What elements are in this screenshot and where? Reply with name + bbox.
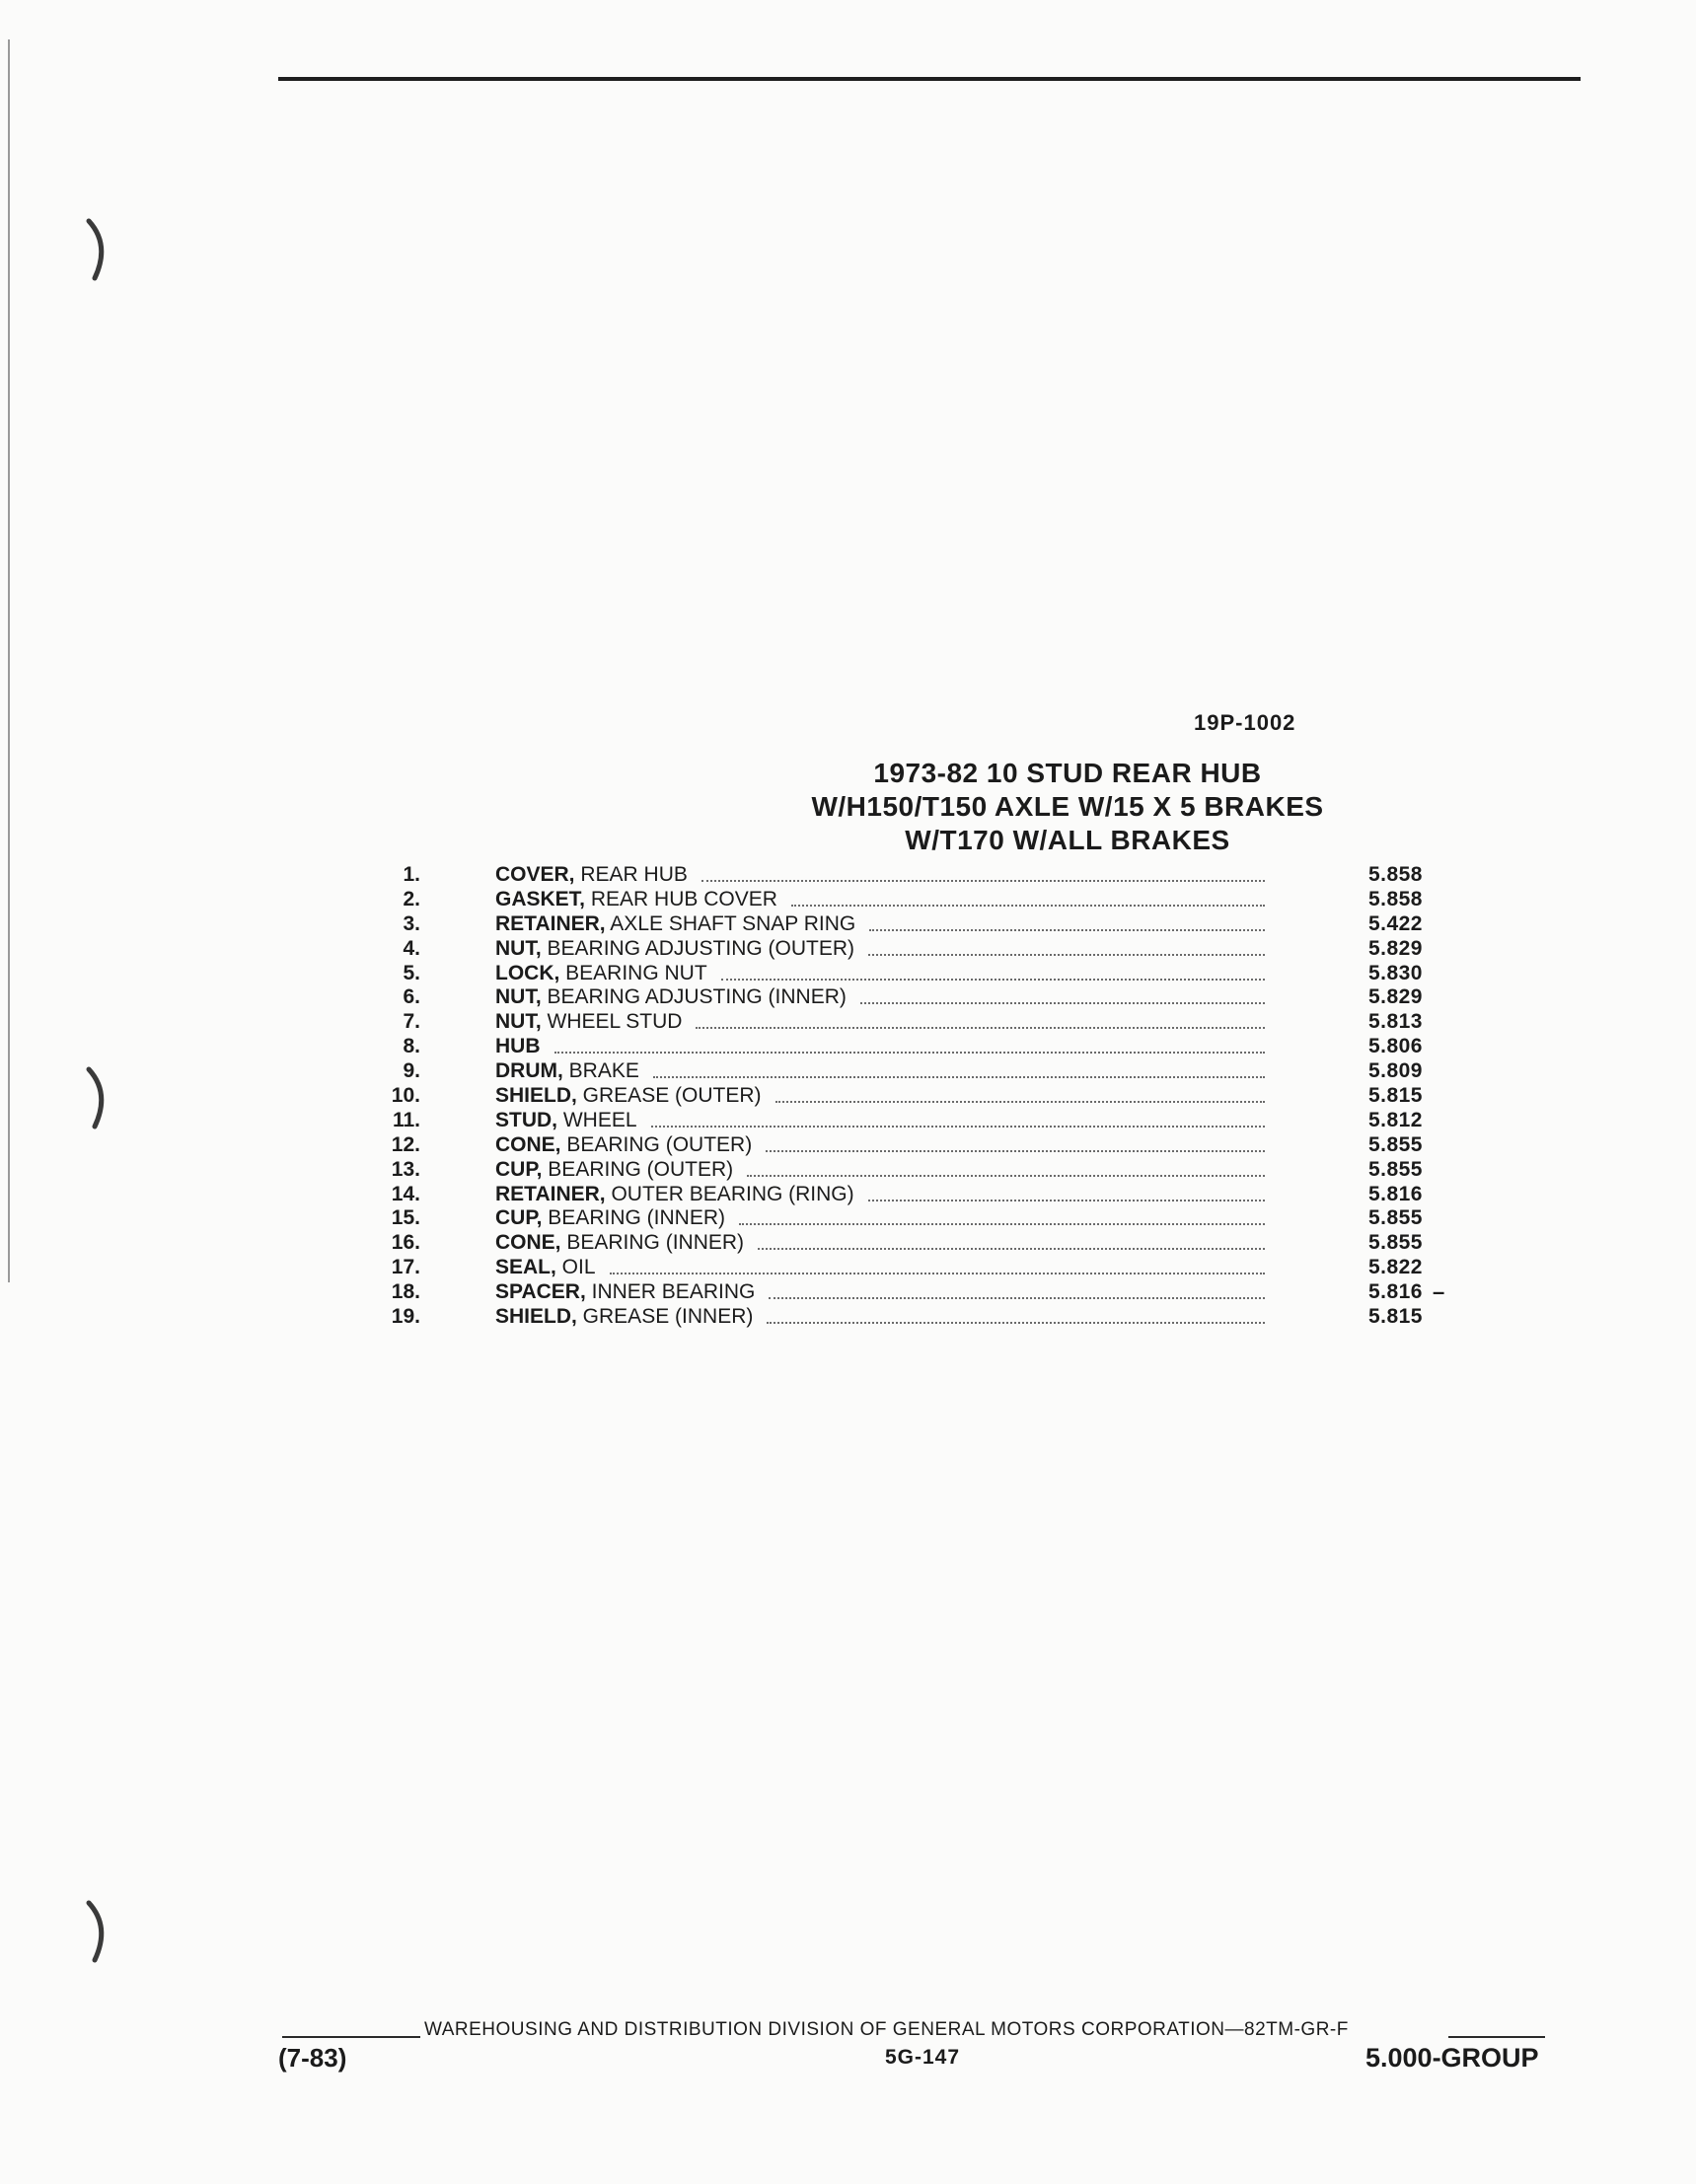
part-row [387, 1133, 1452, 1158]
revision-mark: – [1433, 1279, 1445, 1305]
footer-page-number: 5G-147 [884, 2046, 961, 2069]
part-description [495, 1256, 1659, 1280]
part-number: 3. [403, 911, 420, 935]
footer-division-line: WAREHOUSING AND DISTRIBUTION DIVISION OF GENERAL MOTORS CORPORATION—82TM-GR-F [424, 2019, 1349, 2040]
part-number: 10. [391, 1084, 420, 1108]
group-code: 5.813 [1367, 1010, 1423, 1034]
part-description [495, 985, 1659, 1010]
part-number: 15. [391, 1206, 420, 1230]
part-description [495, 912, 1659, 937]
part-row [387, 1035, 1452, 1059]
part-detail: BEARING (OUTER) [542, 1157, 734, 1181]
part-row [387, 1256, 1452, 1280]
footer-rule [1448, 2036, 1545, 2038]
part-row [387, 1305, 1452, 1330]
part-number: 12. [391, 1132, 420, 1156]
footer-rule [282, 2036, 420, 2038]
page-title [0, 757, 1696, 857]
part-name: DRUM, [495, 1059, 563, 1083]
part-row [387, 962, 1452, 986]
part-detail: WHEEL STUD [541, 1010, 683, 1034]
dot-leader [739, 1221, 1265, 1225]
dot-leader [775, 1099, 1265, 1103]
part-name: CONE, [495, 1231, 561, 1255]
punch-hole-mark [81, 1063, 120, 1132]
part-detail: INNER BEARING [585, 1280, 756, 1304]
part-detail: AXLE SHAFT SNAP RING [605, 911, 856, 935]
part-description [495, 1280, 1659, 1305]
part-number: 9. [403, 1059, 420, 1083]
part-detail: GREASE (INNER) [576, 1305, 754, 1329]
dot-leader [721, 977, 1265, 981]
part-number: 19. [391, 1305, 420, 1329]
group-code: 5.816 [1367, 1182, 1423, 1205]
group-code: 5.806 [1367, 1035, 1423, 1058]
footer-date: (7-83) [278, 2043, 347, 2073]
part-name: COVER, [495, 863, 575, 886]
part-detail: BEARING (OUTER) [560, 1132, 753, 1156]
group-code: 5.812 [1367, 1108, 1423, 1131]
part-number: 17. [391, 1256, 420, 1279]
dot-leader [860, 1000, 1265, 1004]
group-code: 5.815 [1367, 1084, 1423, 1108]
part-number: 5. [403, 961, 420, 984]
part-description [495, 863, 1659, 888]
part-description [495, 1206, 1659, 1231]
part-row [387, 1206, 1452, 1231]
part-detail: BEARING (INNER) [542, 1206, 725, 1230]
dot-leader [769, 1295, 1265, 1299]
part-row [387, 985, 1452, 1010]
part-description [495, 1035, 1659, 1059]
reference-code: 19P-1002 [1194, 710, 1296, 735]
binder-edge-line [8, 39, 10, 1282]
part-description [495, 1010, 1659, 1035]
part-description [495, 1059, 1659, 1084]
part-number: 8. [403, 1035, 420, 1058]
group-code: 5.830 [1367, 961, 1423, 984]
group-code: 5.815 [1367, 1305, 1423, 1329]
part-name: HUB [495, 1035, 541, 1058]
dot-leader [868, 952, 1265, 956]
group-code: 5.822 [1367, 1256, 1423, 1279]
group-code: 5.858 [1367, 863, 1423, 886]
part-number: 13. [391, 1157, 420, 1181]
part-row [387, 888, 1452, 912]
group-code: 5.855 [1367, 1157, 1423, 1181]
part-name: NUT, [495, 936, 542, 960]
part-detail: OUTER BEARING (RING) [605, 1182, 854, 1205]
dot-leader [766, 1148, 1265, 1152]
dot-leader [610, 1271, 1265, 1274]
dot-leader [653, 1074, 1265, 1078]
group-code: 5.809 [1367, 1059, 1423, 1083]
part-detail: BRAKE [562, 1059, 639, 1083]
part-name: SEAL, [495, 1256, 556, 1279]
part-number: 18. [391, 1280, 420, 1304]
part-row [387, 1059, 1452, 1084]
part-name: GASKET, [495, 887, 586, 910]
group-code: 5.829 [1367, 985, 1423, 1009]
part-name: RETAINER, [495, 1182, 606, 1205]
dot-leader [767, 1320, 1265, 1324]
punch-hole-mark [81, 215, 120, 284]
part-description [495, 937, 1659, 962]
part-description [495, 888, 1659, 912]
part-number: 1. [403, 863, 420, 886]
title-line: W/H150/T150 AXLE W/15 X 5 BRAKES [811, 791, 1324, 822]
group-code: 5.855 [1367, 1206, 1423, 1230]
part-row [387, 1183, 1452, 1207]
dot-leader [758, 1246, 1265, 1250]
group-code: 5.855 [1367, 1132, 1423, 1156]
part-row [387, 912, 1452, 937]
group-code: 5.829 [1367, 936, 1423, 960]
dot-leader [554, 1050, 1266, 1054]
part-description [495, 1305, 1659, 1330]
part-row [387, 1158, 1452, 1183]
part-description [495, 1183, 1659, 1207]
part-name: SHIELD, [495, 1305, 577, 1329]
top-rule [278, 77, 1581, 81]
part-detail: BEARING NUT [559, 961, 707, 984]
part-number: 14. [391, 1182, 420, 1205]
part-row [387, 1084, 1452, 1109]
group-code: 5.855 [1367, 1231, 1423, 1255]
dot-leader [696, 1025, 1265, 1029]
part-row [387, 863, 1452, 888]
dot-leader [868, 1198, 1265, 1201]
part-name: RETAINER, [495, 911, 606, 935]
part-number: 16. [391, 1231, 420, 1255]
parts-list [387, 863, 1452, 1330]
title-line: W/T170 W/ALL BRAKES [905, 825, 1230, 855]
part-detail: REAR HUB [574, 863, 688, 886]
part-number: 2. [403, 887, 420, 910]
part-detail: BEARING ADJUSTING (INNER) [541, 985, 847, 1009]
part-detail: WHEEL [557, 1108, 637, 1131]
group-code: 5.422 [1367, 911, 1423, 935]
part-row [387, 937, 1452, 962]
part-name: CUP, [495, 1206, 543, 1230]
part-name: NUT, [495, 1010, 542, 1034]
group-code: 5.816 [1367, 1280, 1423, 1304]
part-description [495, 1158, 1659, 1183]
punch-hole-mark [81, 1897, 120, 1966]
part-name: STUD, [495, 1108, 557, 1131]
group-code: 5.858 [1367, 887, 1423, 910]
part-detail: OIL [555, 1256, 596, 1279]
part-description [495, 1109, 1659, 1133]
part-detail: GREASE (OUTER) [576, 1084, 762, 1108]
footer-group: 5.000-GROUP [1365, 2043, 1539, 2073]
dot-leader [651, 1124, 1265, 1128]
part-description [495, 1133, 1659, 1158]
part-number: 4. [403, 936, 420, 960]
part-number: 7. [403, 1010, 420, 1034]
part-description [495, 1084, 1659, 1109]
part-name: SHIELD, [495, 1084, 577, 1108]
part-detail: REAR HUB COVER [585, 887, 777, 910]
title-line: 1973-82 10 STUD REAR HUB [873, 758, 1262, 788]
part-detail: BEARING ADJUSTING (OUTER) [541, 936, 855, 960]
part-description [495, 1231, 1659, 1256]
part-number: 6. [403, 985, 420, 1009]
part-row [387, 1231, 1452, 1256]
part-name: CONE, [495, 1132, 561, 1156]
part-detail: BEARING (INNER) [560, 1231, 745, 1255]
part-row [387, 1280, 1452, 1305]
dot-leader [869, 927, 1265, 931]
part-name: NUT, [495, 985, 542, 1009]
part-row [387, 1109, 1452, 1133]
part-name: LOCK, [495, 961, 560, 984]
dot-leader [701, 878, 1265, 882]
part-number: 11. [392, 1108, 420, 1131]
dot-leader [747, 1173, 1265, 1177]
part-name: SPACER, [495, 1280, 586, 1304]
part-row [387, 1010, 1452, 1035]
part-description [495, 962, 1659, 986]
dot-leader [791, 903, 1265, 907]
part-name: CUP, [495, 1157, 543, 1181]
